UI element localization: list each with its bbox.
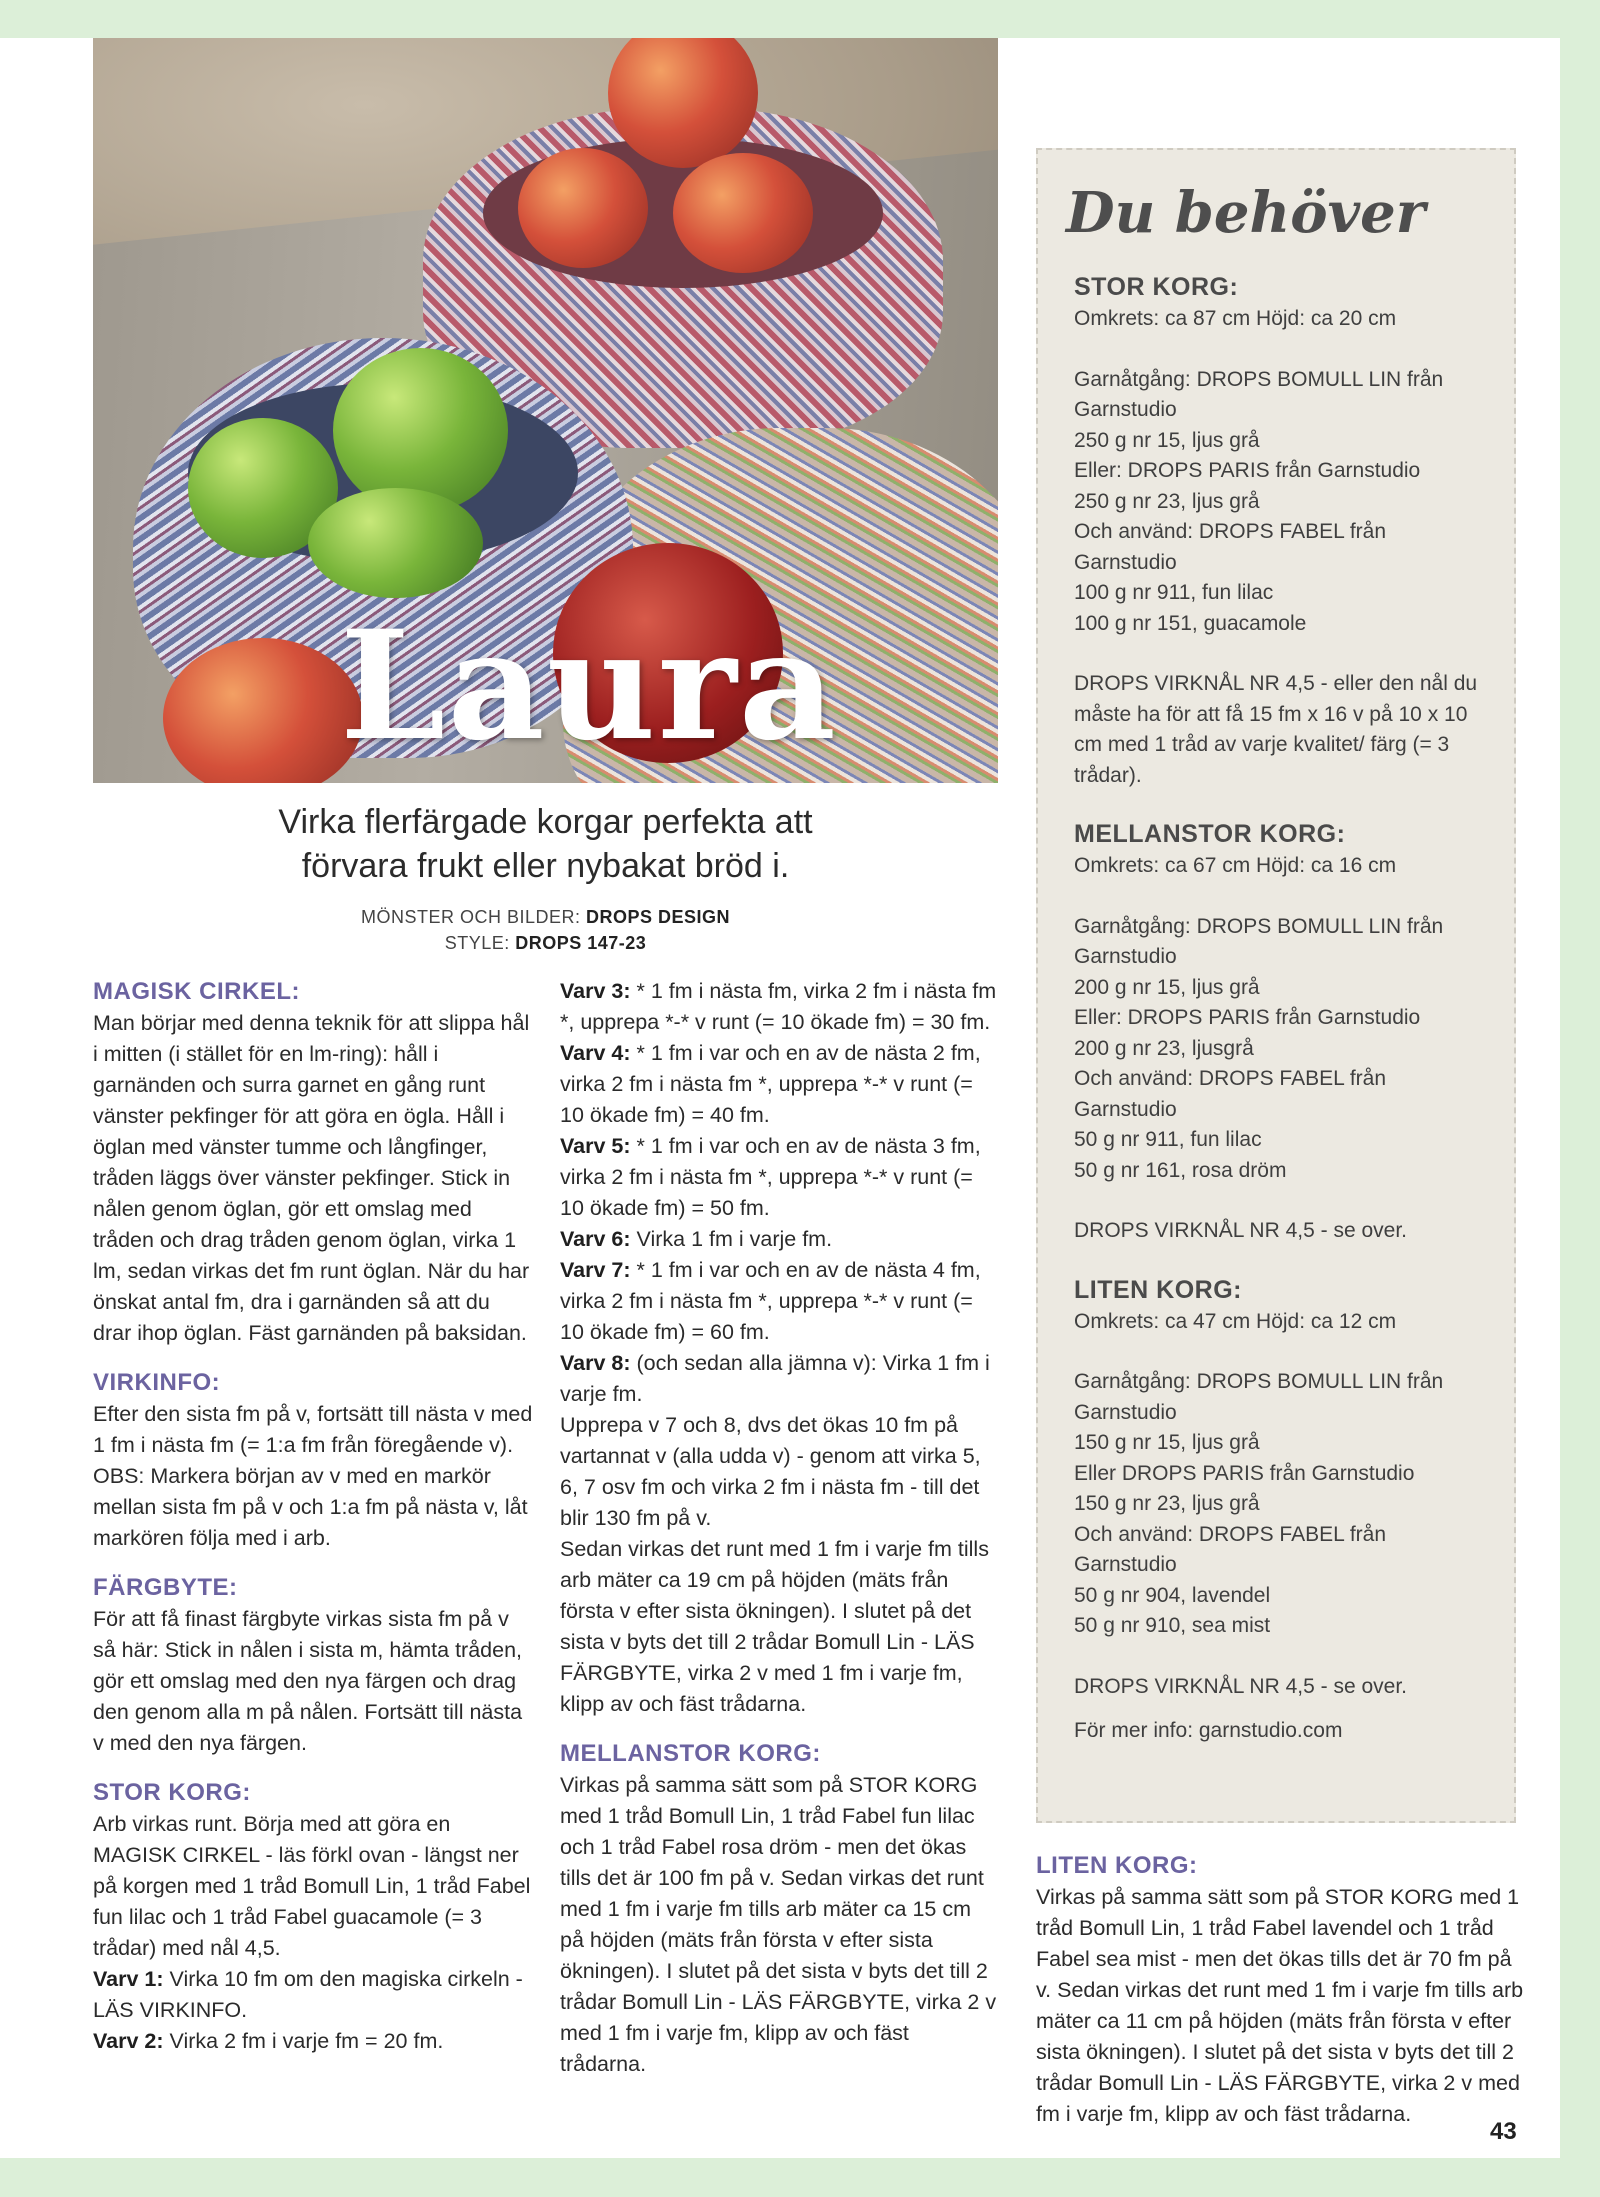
lead-line: förvara frukt eller nybakat bröd i.: [301, 847, 790, 885]
materials-line: [1074, 335, 1494, 365]
section-text: För att få finast färgbyte virkas sista fm på v så här: Stick in nålen i sista m, hämta tråden, gör ett omslag med den nya färgen och drag den genom alla m på nålen. Fortsätt till nästa v med den nya färgen.: [93, 1607, 523, 1755]
materials-title: Du behöver: [1066, 180, 1426, 246]
apple: [308, 488, 483, 598]
materials-line: 100 g nr 911, fun lilac: [1074, 581, 1274, 604]
materials-line: DROPS VIRKNÅL NR 4,5 - se over.: [1074, 1674, 1407, 1698]
materials-line: [1074, 1642, 1494, 1672]
materials-line: 50 g nr 161, rosa dröm: [1074, 1158, 1287, 1182]
row-instruction: Varv 4: * 1 fm i var och en av de nästa 2 fm, virka 2 fm i nästa fm *, upprepa *-* v runt (= 10 ökade fm) = 40 fm.: [560, 1041, 981, 1127]
materials-line: 200 g nr 23, ljusgrå: [1074, 1036, 1254, 1060]
section-heading: MELLANSTOR KORG:: [560, 1740, 821, 1767]
section-heading: VIRKINFO:: [93, 1369, 221, 1396]
materials-list: [1074, 1307, 1494, 1703]
credits-label: MÖNSTER OCH BILDER:: [360, 907, 581, 927]
materials-line: 150 g nr 23, ljus grå: [1074, 1492, 1260, 1515]
materials-line: [1074, 882, 1494, 912]
apple: [333, 348, 508, 513]
materials-line: 150 g nr 15, ljus grå: [1074, 1431, 1260, 1454]
section-text: Virkas på samma sätt som på STOR KORG med 1 tråd Bomull Lin, 1 tråd Fabel fun lilac och 1 tråd Fabel rosa dröm - men det ökas tills det är 100 fm på v. Sedan virkas det runt med 1 fm i varje fm tills arb mäter ca 15 cm på höjden (mäts från första v efter sista ökningen). I slutet på det sista v byts det till 2 trådar Bomull Lin - LÄS FÄRGBYTE, virka 2 v med 1 fm i varje fm, klipp av och fäst trådarna.: [560, 1773, 997, 2076]
materials-line: Och använd: DROPS FABEL från Garnstudio: [1074, 520, 1387, 574]
materials-line: Eller: DROPS PARIS från Garnstudio: [1074, 1006, 1421, 1029]
row-instruction: Varv 1: Virka 10 fm om den magiska cirkeln - LÄS VIRKINFO.: [93, 1967, 523, 2022]
section-heading: STOR KORG:: [93, 1779, 251, 1806]
materials-line: [1074, 1337, 1494, 1367]
materials-box: [1036, 148, 1516, 1823]
row-instruction: Varv 3: * 1 fm i nästa fm, virka 2 fm i nästa fm *, upprepa *-* v runt (= 10 ökade fm) = 30 fm.: [560, 979, 997, 1034]
lead-line: Virka flerfärgade korgar perfekta att: [278, 803, 813, 841]
materials-line: Omkrets: ca 67 cm Höjd: ca 16 cm: [1074, 854, 1397, 877]
section-text: Upprepa v 7 och 8, dvs det ökas 10 fm på vartannat v (alla udda v) - genom att virka 5, 6, 7 osv fm och virka 2 fm i nästa fm - till det blir 130 fm på v.: [560, 1413, 981, 1530]
credits: [93, 904, 998, 956]
materials-line: 250 g nr 23, ljus grå: [1074, 489, 1260, 513]
section-text: Virkas på samma sätt som på STOR KORG med 1 tråd Bomull Lin, 1 tråd Fabel lavendel och 1 tråd Fabel sea mist - men det ökas tills det är 70 fm på v. Sedan virkas det runt med 1 fm i varje fm tills arb mäter ca 11 cm på höjden (mäts från första v efter sista ökningen). I slutet på det sista v byts det till 2 trådar Bomull Lin - LÄS FÄRGBYTE, virka 2 v med fm i varje fm, klipp av och fäst trådarna.: [1036, 1885, 1524, 2126]
materials-line: [1074, 639, 1494, 669]
materials-line: DROPS VIRKNÅL NR 4,5 - se over.: [1074, 1219, 1407, 1242]
section-heading: LITEN KORG:: [1036, 1852, 1198, 1879]
row-instruction: Varv 2: Virka 2 fm i varje fm = 20 fm.: [93, 2029, 444, 2053]
magazine-page: [0, 38, 1560, 2158]
materials-line: Och använd: DROPS FABEL från Garnstudio: [1074, 1522, 1387, 1576]
column-1: [93, 976, 533, 2057]
materials-line: 250 g nr 15, ljus grå: [1074, 428, 1260, 452]
row-instruction: Varv 5: * 1 fm i var och en av de nästa 3 fm, virka 2 fm i nästa fm *, upprepa *-* v runt (= 10 ökade fm) = 50 fm.: [560, 1134, 981, 1220]
credits-value: DROPS DESIGN: [586, 907, 731, 927]
page-number: 43: [1490, 2118, 1517, 2145]
row-instruction: Varv 8: (och sedan alla jämna v): Virka 1 fm i varje fm.: [560, 1351, 990, 1406]
apple: [673, 153, 813, 273]
section-text: Efter den sista fm på v, fortsätt till nästa v med 1 fm i nästa fm (= 1:a fm från föregående v). OBS: Markera början av v med en markör mellan sista fm på v och 1:a fm på nästa v, låt markören följa med i arb.: [93, 1402, 533, 1550]
section-text: Arb virkas runt. Börja med att göra en MAGISK CIRKEL - läs förkl ovan - längst ner på korgen med 1 tråd Bomull Lin, 1 tråd Fabel fun lilac och 1 tråd Fabel guacamole (= 3 trådar) med nål 4,5.: [93, 1812, 531, 1960]
apple: [518, 148, 648, 268]
materials-line: DROPS VIRKNÅL NR 4,5 - eller den nål du måste ha för att få 15 fm x 16 v på 10 x 10 cm med 1 tråd av varje kvalitet/ färg (= 3 trådar).: [1074, 672, 1478, 787]
materials-line: 200 g nr 15, ljus grå: [1074, 975, 1260, 999]
materials-line: Eller: DROPS PARIS från Garnstudio: [1074, 459, 1421, 482]
more-info: För mer info: garnstudio.com: [1074, 1719, 1343, 1742]
materials-line: Omkrets: ca 47 cm Höjd: ca 12 cm: [1074, 1309, 1397, 1333]
materials-line: Garnåtgång: DROPS BOMULL LIN från Garnstudio: [1074, 914, 1444, 968]
materials-line: Garnåtgång: DROPS BOMULL LIN från Garnstudio: [1074, 367, 1444, 421]
credits-value: DROPS 147-23: [515, 933, 647, 953]
page-title: Laura: [340, 598, 838, 774]
materials-list: [1074, 304, 1494, 791]
credits-label: STYLE:: [444, 933, 510, 953]
section-text: Sedan virkas det runt med 1 fm i varje fm tills arb mäter ca 19 cm på höjden (mäts från första v efter sista ökningen). I slutet på det sista v byts det till 2 trådar Bomull Lin - LÄS FÄRGBYTE, virka 2 v med 1 fm i varje fm, klipp av och fäst trådarna.: [560, 1537, 989, 1716]
section-heading: FÄRGBYTE:: [93, 1574, 238, 1601]
materials-heading: STOR KORG:: [1074, 273, 1239, 301]
materials-line: Omkrets: ca 87 cm Höjd: ca 20 cm: [1074, 307, 1397, 330]
section-heading: MAGISK CIRKEL:: [93, 978, 300, 1005]
materials-body: [1074, 270, 1494, 1747]
row-instruction: Varv 6: Virka 1 fm i varje fm.: [560, 1227, 833, 1251]
materials-heading: MELLANSTOR KORG:: [1074, 820, 1346, 848]
column-3: [1036, 1850, 1526, 2130]
materials-line: Garnåtgång: DROPS BOMULL LIN från Garnstudio: [1074, 1370, 1444, 1424]
materials-line: 50 g nr 911, fun lilac: [1074, 1128, 1262, 1151]
materials-line: 50 g nr 910, sea mist: [1074, 1614, 1271, 1637]
lead-text: [93, 800, 998, 888]
row-instruction: Varv 7: * 1 fm i var och en av de nästa 4 fm, virka 2 fm i nästa fm *, upprepa *-* v runt (= 10 ökade fm) = 60 fm.: [560, 1258, 981, 1344]
section-text: Man börjar med denna teknik för att slippa hål i mitten (i stället för en lm-ring): håll i garnänden och surra garnet en gång runt vänster pekfinger för att göra en ögla. Håll i öglan med vänster tumme och långfinger, tråden läggs över vänster pekfinger. Stick in nålen genom öglan, gör ett omslag med tråden och drag tråden genom öglan, virka 1 lm, sedan virkas det fm runt öglan. När du har önskat antal fm, dra i garnänden så att du drar ihop öglan. Fäst garnänden på baksidan.: [93, 1011, 530, 1345]
materials-heading: LITEN KORG:: [1074, 1275, 1242, 1304]
materials-line: 100 g nr 151, guacamole: [1074, 611, 1307, 635]
materials-line: 50 g nr 904, lavendel: [1074, 1583, 1271, 1607]
column-2: [560, 976, 1000, 2080]
materials-line: [1074, 1186, 1494, 1216]
materials-line: Eller DROPS PARIS från Garnstudio: [1074, 1461, 1415, 1485]
materials-line: Och använd: DROPS FABEL från Garnstudio: [1074, 1067, 1387, 1121]
materials-list: [1074, 851, 1494, 1247]
